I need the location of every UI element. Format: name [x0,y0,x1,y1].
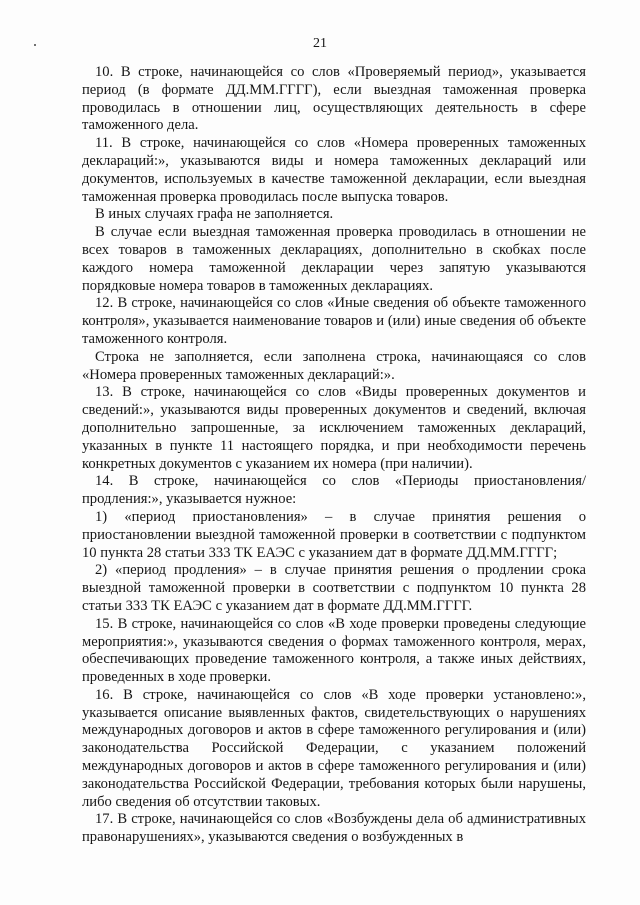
paragraph-17: 17. В строке, начинающейся со слов «Возбуждены дела об административных правонарушениях», указываются сведения о возбужденных в [82,811,586,846]
paragraph-14: 14. В строке, начинающейся со слов «Периоды приостановления/ продления:», указывается нужное: [82,473,586,508]
paragraph-15: 15. В строке, начинающейся со слов «В ходе проверки проведены следующие мероприятия:», указываются сведения о формах таможенного контроля, мерах, обеспечивающих проведение таможенного контроля, а также иных действиях, проведенных в ходе проверки. [82,615,586,686]
paragraph-10: 10. В строке, начинающейся со слов «Проверяемый период», указывается период (в формате ДД.ММ.ГГГГ), если выездная таможенная проверка проводилась в отношении лиц, осуществляющих деятельность в сфере таможенного дела. [82,64,586,134]
paragraph-11-partial-goods: В случае если выездная таможенная проверка проводилась в отношении не всех товаров в таможенных декларациях, дополнительно в скобках после каждого номера таможенной декларации через запятую указываются порядковые номера товаров в таможенных декларациях. [82,224,586,294]
paragraph-16: 16. В строке, начинающейся со слов «В ходе проверки установлено:», указывается описание выявленных фактов, свидетельствующих о нарушениях международных договоров и актов в сфере таможенного регулирования и (или) законодательства Российской Федерации, с указанием положений международных договоров и актов в сфере таможенного регулирования и (или) законодательства Российской Федерации, требования которых были нарушены, либо сведения об отсутствии таковых. [82,686,586,810]
paragraph-12: 12. В строке, начинающейся со слов «Иные сведения об объекте таможенного контроля», указывается наименование товаров и (или) иные сведения об объекте таможенного контроля. [82,295,586,347]
document-body [82,64,586,847]
paragraph-13: 13. В строке, начинающейся со слов «Виды проверенных документов и сведений:», указываются виды проверенных документов и сведений, включая дополнительно запрошенные, за исключением таможенных деклараций, указанных в пункте 11 настоящего порядка, и при необходимости перечень конкретных документов с указанием их номера (при наличии). [82,384,586,472]
paragraph-14-item-2: 2) «период продления» – в случае принятия решения о продлении срока выездной таможенной проверки в соответствии с подпунктом 10 пункта 28 статьи 333 ТК ЕАЭС с указанием дат в формате ДД.ММ.ГГГГ. [82,562,586,614]
paragraph-11: 11. В строке, начинающейся со слов «Номера проверенных таможенных деклараций:», указываются виды и номера таможенных деклараций или документов, используемых в качестве таможенной декларации, если выездная таможенная проверка проводилась после выпуска товаров. [82,135,586,205]
page-number: 21 [313,36,327,51]
paragraph-12-note: Строка не заполняется, если заполнена строка, начинающаяся со слов «Номера проверенных таможенных деклараций:». [82,348,586,383]
paragraph-11-note: В иных случаях графа не заполняется. [95,206,334,223]
paragraph-14-item-1: 1) «период приостановления» – в случае принятия решения о приостановлении выездной таможенной проверки в соответствии с подпунктом 10 пункта 28 статьи 333 ТК ЕАЭС с указанием дат в формате ДД.ММ.ГГГГ; [82,508,586,561]
